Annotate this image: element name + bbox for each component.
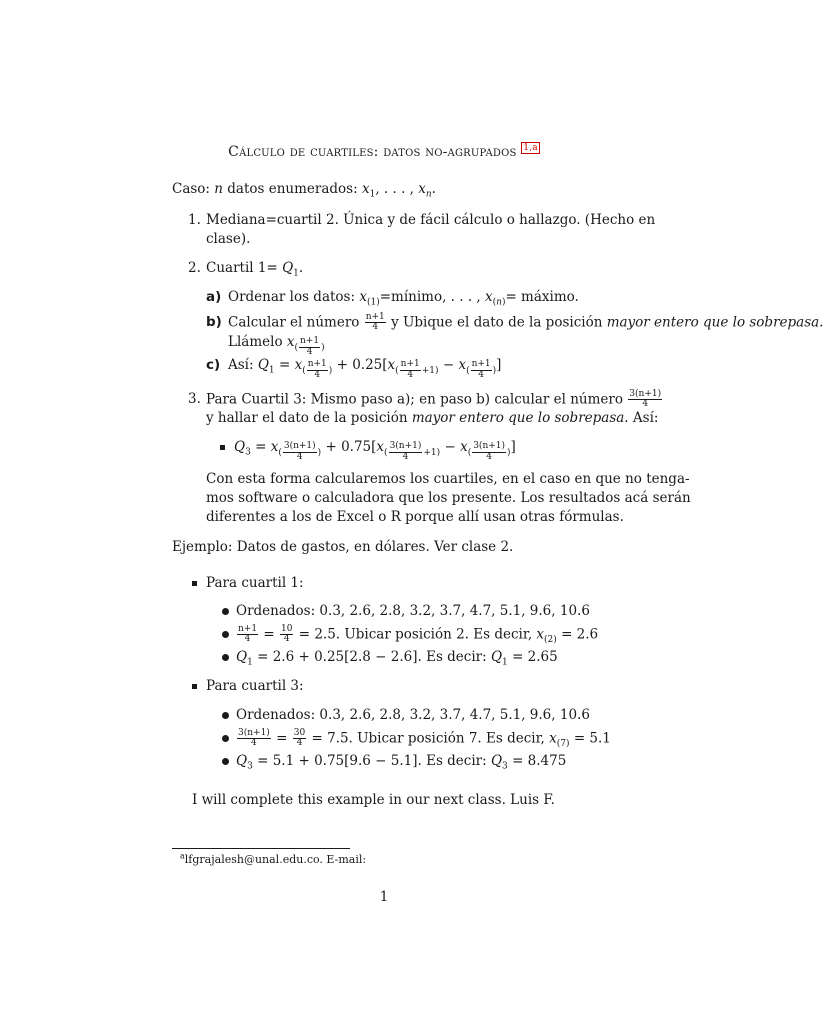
- round-bullet-icon: [222, 631, 229, 638]
- title-text: Cálculo de cuartiles: datos no-agrupados: [228, 144, 517, 160]
- q3-formula: $Q_3 = x_{( \frac{3(n+1)}{4} )} + 0.75[x_{( \frac{3(n+1)}{4} +1)} - x_{( \frac{3(n+1)}{4} )}]$: [234, 439, 516, 462]
- square-bullet-icon: [220, 445, 225, 450]
- item-2-heading: Cuartil $1= Q_1$.: [206, 260, 304, 279]
- closing-line: I will complete this example in our next class. Luis F.: [192, 792, 555, 808]
- item-number: 3.: [188, 391, 201, 407]
- title-footnote-mark[interactable]: 1,a: [523, 143, 538, 154]
- footnote-rule: [172, 848, 350, 849]
- round-bullet-icon: [222, 712, 229, 719]
- page-title: [0, 142, 768, 162]
- round-bullet-icon: [222, 735, 229, 742]
- example-heading: Ejemplo: Datos de gastos, en dólares. Ver clase 2.: [172, 539, 514, 555]
- item-1-line-2: clase).: [206, 231, 251, 247]
- round-bullet-icon: [222, 758, 229, 765]
- item-number: 1.: [188, 212, 201, 228]
- fraction-3n-plus-1-over-4: $\frac{3(n+1)}{4}$: [629, 389, 662, 410]
- case-line: Caso: n datos enumerados: $x_1$, . . . , $x_n$.: [172, 181, 436, 200]
- footnote: $^a$lfgrajalesh@unal.edu.co. E-mail:: [180, 851, 367, 866]
- document-page: Cálculo de cuartiles: datos no-agrupados $^{1,a}$ Caso: n datos enumerados: $x_1$, . . . , $x_n$. 1. Mediana=cuartil 2. Única y de fácil cálculo o hallazgo. (Hecho en clase). 2. Cuartil $1= Q_1$. a) Ordenar los datos: $x_{(1)}=mínimo$, . . . , $x_{(n)}=$ máximo. b) Calcular el número $\frac{n+1}{4}$ y Ubique el dato de la posición mayor entero que lo sobrepasa. Llámelo $x_{( \frac{n+1}{4} )}$ c) Así: $Q_1 = x_{( \frac{n+1}{4} )} + 0.25[x_{( \frac{n+1}{4} +1)} - x_{( \frac{n+1}{4} )}]$ 3. Para Cuartil 3: Mismo paso a); en paso b) calcular el número $\frac{3(n+1)}{4}$ y hallar el dato de la posición mayor entero que lo sobrepasa. Así: $Q_3 = x_{( \frac{3(n+1)}{4} )} + 0.75[x_{( \frac{3(n+1)}{4} +1)} - x_{( \frac{3(n+1)}{4} )}]$ Con esta forma calcularemos los cuartiles, en el caso en que no tenga- mos software o calculadora que los presente. Los resultados acá serán diferentes a los de Excel o R porque allí usan otras fórmulas. Ejemplo: Datos de gastos, en dólares. Ver clase 2. Para cuartil 1: Ordenados: 0.3, 2.6, 2.8, 3.2, 3.7, 4.7, 5.1, 9.6, 10.6 $\frac{n+1}{4}$ = $\frac{10}{4}$ = 2.5. Ubicar posición 2. Es decir, $x_{(2)} = 2.6$ $Q_1 = 2.6 + 0.25[2.8 - 2.6]$. Es decir: $Q_1 = 2.65$ Para cuartil 3: Ordenados: 0.3, 2.6, 2.8, 3.2, 3.7, 4.7, 5.1, 9.6, 10.6 $\frac{3(n+1)}{4}$ = $\frac{30}{4}$ = 7.5. Ubicar posición 7. Es decir, $x_{(7)} = 5.1$ $Q_3 = 5.1 + 0.75[9.6 - 5.1]$. Es decir: $Q_3 = 8.475$ I will complete this example in our next class. Luis F. $^a$lfgrajalesh@unal.edu.co. E-mail: 1: [0, 0, 768, 1024]
- item-number: 2.: [188, 260, 201, 276]
- fraction-n-plus-1-over-4: $\frac{n+1}{4}$: [365, 312, 385, 333]
- item-1-line-1: Mediana=cuartil 2. Única y de fácil cálculo o hallazgo. (Hecho en: [206, 212, 656, 228]
- square-bullet-icon: [192, 684, 197, 689]
- round-bullet-icon: [222, 608, 229, 615]
- page-number: 1: [379, 889, 389, 905]
- square-bullet-icon: [192, 581, 197, 586]
- round-bullet-icon: [222, 654, 229, 661]
- q1-formula: Así: $Q_1 = x_{( \frac{n+1}{4} )} + 0.25[x_{( \frac{n+1}{4} +1)} - x_{( \frac{n+1}{4} )}]$: [228, 357, 502, 380]
